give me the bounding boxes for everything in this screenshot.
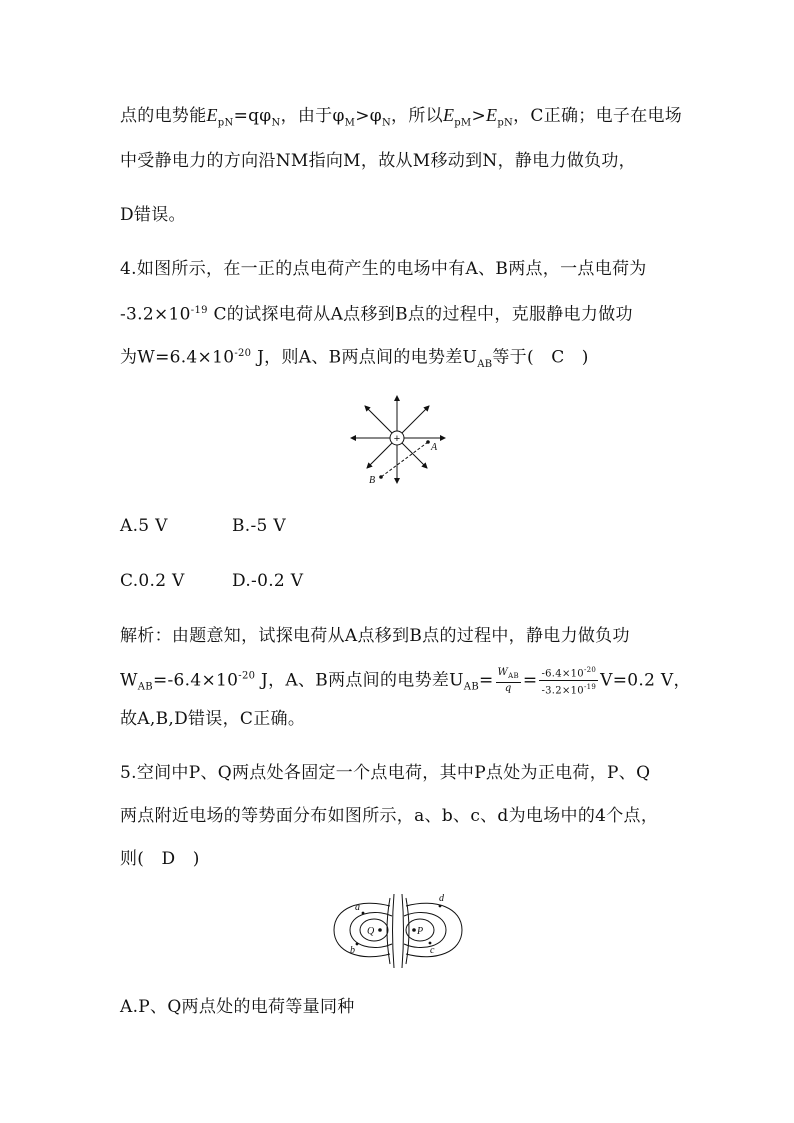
point-a-dot xyxy=(362,912,365,915)
mid-line-1 xyxy=(393,894,395,968)
q-charge xyxy=(378,928,382,932)
point-b xyxy=(379,475,383,479)
p-charge xyxy=(412,928,416,932)
label-b: b xyxy=(350,945,355,956)
q5-line3: 则( D ) xyxy=(120,849,200,869)
label-d: d xyxy=(439,893,444,904)
q5-line1: 5.空间中P、Q两点处各固定一个点电荷，其中P点处为正电荷，P、Q xyxy=(120,763,651,783)
point-c-dot xyxy=(429,942,432,945)
para1-line1: 点的电势能$E_{pN}=q\varphi_N$，由于$\varphi_M>\varphi_N$，所以$E_{pM}>E_{pN}$，C正确；电子在电场 xyxy=(120,105,683,129)
field-line-ul xyxy=(365,406,392,433)
point-charge-field-figure xyxy=(345,393,451,489)
q4-line2: $-3.2\times 10^{-19}$ C的试探电荷从A点移到B点的过程中，克服静电力做功 xyxy=(120,304,633,325)
middle-right-arc xyxy=(404,912,446,947)
q5-line2: 两点附近电场的等势面分布如图所示，a、b、c、d为电场中的4个点， xyxy=(120,806,659,826)
para1-line3: D错误。 xyxy=(120,205,186,225)
q4-option-a: A.5 V xyxy=(120,516,168,536)
field-line-dr xyxy=(402,443,427,468)
label-b: B xyxy=(369,475,376,486)
q5-option-a: A.P、Q两点处的电荷等量同种 xyxy=(120,997,355,1017)
mid-line-2 xyxy=(402,894,404,968)
label-c: c xyxy=(430,945,435,956)
point-a xyxy=(426,440,430,444)
q4-line1: 4.如图所示，在一正的点电荷产生的电场中有A、B两点，一点电荷为 xyxy=(120,259,647,279)
q4-answer-line2: $W_{AB}=-6.4\times 10^{-20}$ J，A、B两点间的电势差$U_{AB}=$ $\frac{W_{AB}}{q}$ = $\frac{-6.4\times 10^{-20}}{-3.2\times 10^{-19}}$ V=0.2 V， xyxy=(120,666,691,697)
point-b-dot xyxy=(356,943,359,946)
label-q: Q xyxy=(367,926,375,937)
q4-option-b: B.-5 V xyxy=(232,516,286,536)
fraction-w-over-q: $\frac{W_{AB}}{q}$ xyxy=(497,666,519,694)
label-a: A xyxy=(431,442,438,453)
plus-sign: + xyxy=(393,433,401,445)
field-line-dl xyxy=(367,443,392,468)
label-a: a xyxy=(355,902,360,913)
para1-line2: 中受静电力的方向沿NM指向M，故从M移动到N，静电力做负功， xyxy=(120,151,636,171)
fraction-values: $\frac{-6.4\times 10^{-20}}{-3.2\times 10^{-19}}$ xyxy=(541,666,597,697)
equipotential-figure xyxy=(330,892,466,972)
q4-answer-line3: 故A,B,D错误，C正确。 xyxy=(120,709,306,729)
q4-option-d: D.-0.2 V xyxy=(232,571,304,591)
q4-line3: 为$W=6.4\times 10^{-20}$ J，则A、B两点间的电势差$U_{AB}$等于( C ) xyxy=(120,347,589,371)
field-line-ur xyxy=(402,406,429,433)
label-p: P xyxy=(417,926,424,937)
q4-answer-line1: 解析：由题意知，试探电荷从A点移到B点的过程中，静电力做负功 xyxy=(120,626,630,646)
q4-option-c: C.0.2 V xyxy=(120,571,185,591)
point-d-dot xyxy=(439,905,442,908)
